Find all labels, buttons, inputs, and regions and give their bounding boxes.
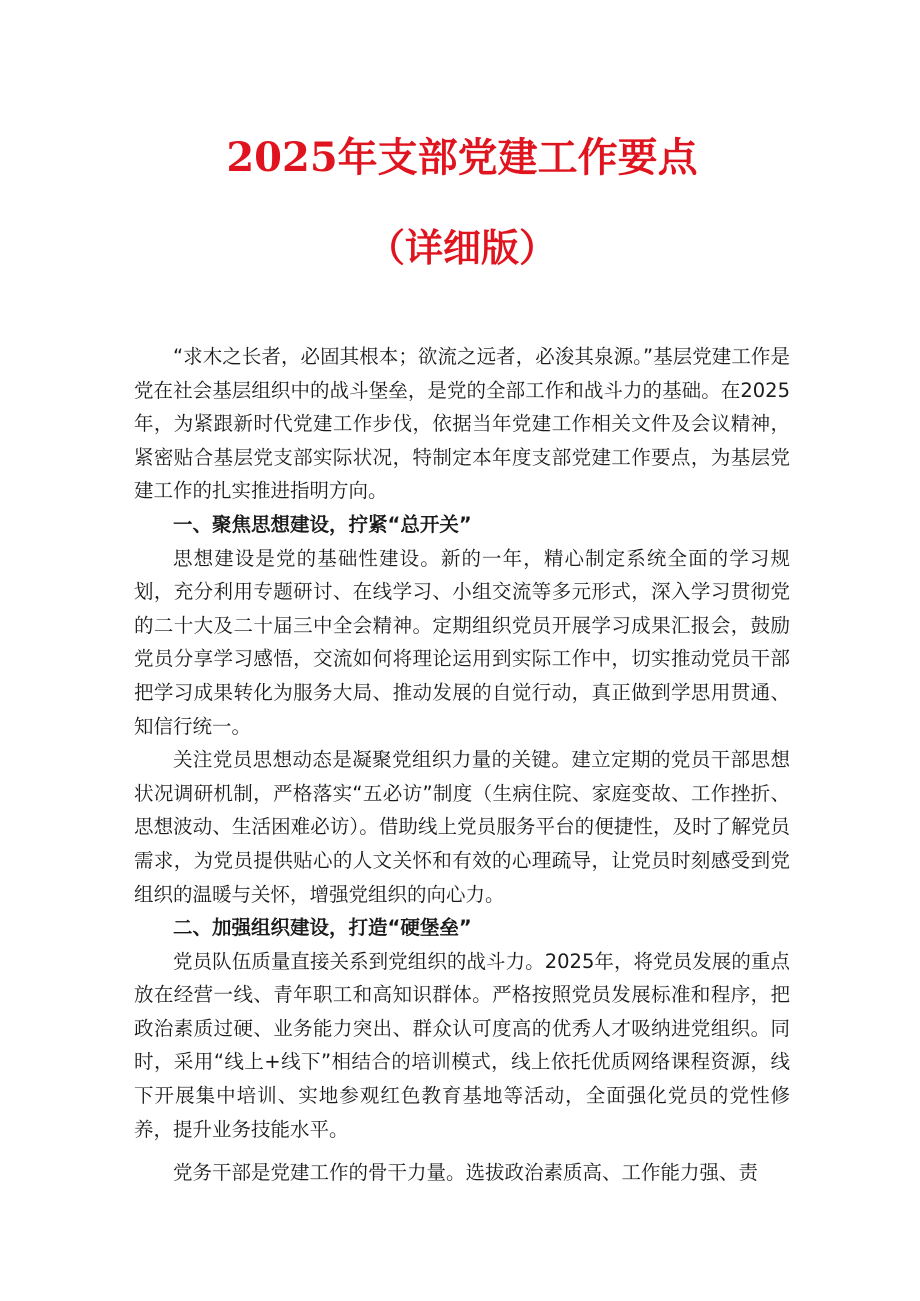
intro-paragraph: “求木之长者，必固其根本；欲流之远者，必浚其泉源。”基层党建工作是党在社会基层组织中的战斗堡垒，是党的全部工作和战斗力的基础。在2025年，为紧跟新时代党建工作步伐，依据当年党建工作相关文件及会议精神，紧密贴合基层党支部实际状况，特制定本年度支部党建工作要点，为基层党建工作的扎实推进指明方向。: [134, 345, 790, 503]
section-heading-2: 二、加强组织建设，打造“硬堡垒”: [173, 916, 472, 940]
document-body: [134, 340, 790, 1190]
section-heading-1: 一、聚焦思想建设，拧紧“总开关”: [173, 512, 472, 536]
body-paragraph: 思想建设是党的基础性建设。新的一年，精心制定系统全面的学习规划，充分利用专题研讨、在线学习、小组交流等多元形式，深入学习贯彻党的二十大及二十届三中全会精神。定期组织党员开展学习成果汇报会，鼓励党员分享学习感悟，交流如何将理论运用到实际工作中，切实推动党员干部把学习成果转化为服务大局、推动发展的自觉行动，真正做到学思用贯通、知信行统一。: [134, 546, 790, 738]
body-paragraph: 党员队伍质量直接关系到党组织的战斗力。2025年，将党员发展的重点放在经营一线、青年职工和高知识群体。严格按照党员发展标准和程序，把政治素质过硬、业务能力突出、群众认可度高的优秀人才吸纳进党组织。同时，采用“线上+线下”相结合的培训模式，线上依托优质网络课程资源，线下开展集中培训、实地参观红色教育基地等活动，全面强化党员的党性修养，提升业务技能水平。: [134, 949, 790, 1141]
body-paragraph-partial: 党务干部是党建工作的骨干力量。选拔政治素质高、工作能力强、责: [173, 1161, 759, 1185]
body-paragraph: 关注党员思想动态是凝聚党组织力量的关键。建立定期的党员干部思想状况调研机制，严格落实“五必访”制度（生病住院、家庭变故、工作挫折、思想波动、生活困难必访）。借助线上党员服务平台的便捷性，及时了解党员需求，为党员提供贴心的人文关怀和有效的心理疏导，让党员时刻感受到党组织的温暖与关怀，增强党组织的向心力。: [134, 748, 790, 906]
document-subtitle: （详细版）: [366, 226, 557, 270]
document-title: 2025年支部党建工作要点: [226, 134, 698, 181]
